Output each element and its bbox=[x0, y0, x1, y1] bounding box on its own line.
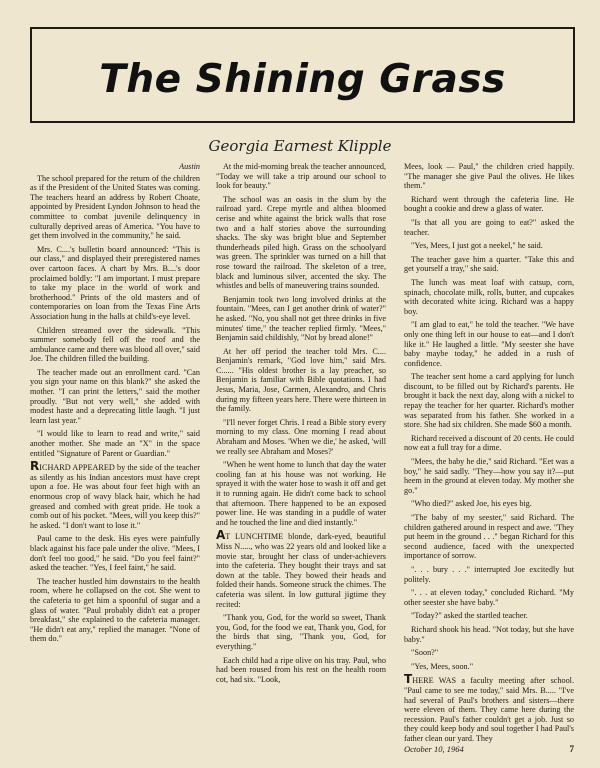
paragraph: "Mees, the baby he die," said Richard. "Eet was a boy," he said sadly. "They—how you say it?—put heem in the ground at eleven today. My mother she go." bbox=[404, 457, 574, 495]
paragraph bbox=[404, 672, 574, 743]
author-byline: Georgia Earnest Klipple bbox=[208, 137, 392, 155]
paragraph: "Yes, Mees, I just got a neekel," he said. bbox=[411, 241, 543, 251]
paragraph: Richard went through the cafeteria line. He bought a cookie and drew a glass of water. bbox=[404, 194, 574, 214]
paragraph: At her off period the teacher told Mrs. C.... Benjamin's remark, "God love him," said Mrs. C...... "His oldest brother is a lay preacher, so Benjamin is familiar with Bible quotations. I had Jesus, Maria, Jose, Carmen, Alexandro, and Chris during my fifteen years here. There were thirteen in the family. bbox=[216, 346, 386, 414]
paragraph: The teacher made out an enrollment card. "Can you sign your name on this blank?" she asked the mother. "I can print the letters," said the mother proudly. "But not very well," she added with modest haste and a deprecating little laugh. "I just learn last year." bbox=[30, 367, 200, 425]
issue-date: October 10, 1964 bbox=[404, 744, 464, 754]
article-title: The Shining Grass bbox=[99, 57, 506, 102]
paragraph-text: T LUNCHTIME blonde, dark-eyed, beautiful Miss N....., who was 22 years old and looked like a movie star, brought her class of under-achievers into the cafeteria. They bought their trays and sat down at the table. They bowed their heads and folded their hands. Someone struck the chimes. The cafeteria was silent. In low guttural jigtime they recited: bbox=[216, 532, 386, 609]
title-frame bbox=[30, 27, 575, 123]
text-column-1 bbox=[30, 162, 200, 648]
paragraph: Richard received a discount of 20 cents. He could now eat a full tray for a dime. bbox=[404, 433, 575, 453]
paragraph: The school was an oasis in the slum by the railroad yard. Crepe myrtle and althea bloomed cerise and white against the brick walls that rose two and a half stories above the surrounding shacks. The sky was bright blue and September thunderheads piled high. Grass on the schoolyard was green. The sprinkler was turned on a hill that rose toward the railroad. The skeleton of a tree, black and luminous silver, accented the sky. The whistles and bells of maneuvering trains sounded. bbox=[216, 194, 386, 291]
drop-cap: A bbox=[216, 528, 226, 543]
paragraph: "Who died?" asked Joe, his eyes big. bbox=[411, 499, 532, 509]
paragraph: "Is that all you are going to eat?" asked the teacher. bbox=[404, 217, 574, 237]
paragraph: "The baby of my seester," said Richard. The children gathered around in respect and awe. "They put heem in the ground . . ." began Richard for this second audience, faced with the unexpected importance of sorrow. bbox=[404, 513, 574, 561]
paragraph: Richard shook his head. "Not today, but she have baby." bbox=[404, 624, 574, 644]
page-footer bbox=[404, 744, 574, 754]
paragraph: ". . . bury . . ." interrupted Joe excitedly but politely. bbox=[404, 564, 574, 584]
drop-cap: R bbox=[30, 459, 40, 474]
paragraph: The teacher gave him a quarter. "Take this and get yourself a tray," she said. bbox=[404, 254, 574, 274]
dateline: Austin bbox=[179, 162, 200, 171]
drop-cap: T bbox=[404, 672, 413, 687]
paragraph: The school prepared for the return of the children as if the President of the United States was coming. The teachers heard an address by Robert Choate, appointed by President Lyndon Johnson to head the committee to combat juvenile delinquency in culturally deprived areas of America. "You have to get them involved in the community," he said. bbox=[30, 173, 200, 241]
paragraph: ". . . at eleven today," concluded Richard. "My other seester she have baby." bbox=[404, 588, 574, 607]
paragraph: The teacher hustled him downstairs to the health room, where he collapsed on the cot. She went to the cafeteria to get him a spoonful of sugar and a glass of water. "Paul probably didn't eat a proper breakfast," she explained to the cafeteria manager. "He didn't eat any," replied the manager. "None of them do." bbox=[30, 576, 200, 644]
paragraph: Mees, look — Paul," the children cried happily. "The manager she give Paul the olives. He likes them." bbox=[404, 162, 574, 191]
paragraph-text: ICHARD APPEARED by the side of the teacher as silently as his Indian ancestors must have crept upon a foe. He was about four feet high with an enormous crop of wavy black hair, which he had greased and combed with great pride. He took a comb out of his pocket. "Mees, will you keep this?" he asked. "I don't want to lose it." bbox=[30, 463, 200, 530]
paragraph: "I'll never forget Chris. I read a Bible story every morning to my class. One morning I read about Abraham and Moses. 'When we die,' he asked, 'will we really see Abraham and Moses?' bbox=[216, 417, 386, 456]
paragraph: The lunch was meat loaf with catsup, corn, spinach, chocolate milk, rolls, butter, and cupcakes with decorated white icing. Richard was a happy boy. bbox=[404, 277, 574, 316]
paragraph: "When he went home to lunch that day the water cooling fan at his house was not working. He sprayed it with the water hose to wash it off and get it to running again. He didn't come back to school that afternoon. There happened to be an exposed power line. He was standing in a puddle of water and he touched the line and died instantly." bbox=[216, 460, 386, 527]
paragraph: "I would like to learn to read and write," said another mother. She made an "X" in the space entitled "Signature of Parent or Guardian." bbox=[30, 429, 200, 458]
text-column-2 bbox=[216, 162, 386, 688]
paragraph: At the mid-morning break the teacher announced, "Today we will take a trip around our school to look for beauty." bbox=[216, 162, 387, 191]
paragraph: "Today?" asked the startled teacher. bbox=[411, 611, 528, 621]
paragraph: Benjamin took two long involved drinks at the fountain. "Mees, can I get another drink of water?" he asked. "No, you shall not get three drinks in five minutes' time," the teacher replied firmly. "Mees," Benjamin said childishly, "Not by bread alone!" bbox=[216, 294, 386, 343]
paragraph bbox=[30, 459, 200, 530]
paragraph: Each child had a ripe olive on his tray. Paul, who had been roused from his rest on the health room cot, had six. "Look, bbox=[216, 655, 386, 684]
text-column-3 bbox=[404, 162, 574, 747]
paragraph: Mrs. C....'s bulletin board announced: "This is our class," and displayed their preregistered names over cartoon faces. A chart by Mrs. B....'s door proclaimed boldly: "I am important. I must prepare to take my place in the world of work and brotherhood." Prints of the old masters and of contemporaries on loan from the Texas Fine Arts Association hung in the halls at child's-eye level. bbox=[30, 244, 200, 321]
paragraph: "Soon?" bbox=[411, 648, 439, 658]
paragraph: "I am glad to eat," he told the teacher. "We have only one thing left in our house to eat—and I don't like it." He laughed a little. "My seester she have baby maybe today," he added in a rush of confidence. bbox=[404, 320, 574, 368]
paragraph: The teacher sent home a card applying for lunch discount, to be filled out by Richard's parents. He brought it back the next day, along with a nickel to repay the teacher for her quarter. Richard's mother was separated from his father. She worked in a store. She had six children. She made $60 a month. bbox=[404, 372, 574, 430]
paragraph: "Yes, Mees, soon." bbox=[411, 661, 474, 671]
paragraph-text: HERE WAS a faculty meeting after school. "Paul came to see me today," said Mrs. B..... "I've had several of Paul's brothers and sisters—there were eleven of them. They came here during the recession. Paul's father couldn't get a job. Just so they could keep body and soul together I had Paul's father clean our yard. They bbox=[404, 676, 574, 743]
paragraph bbox=[216, 528, 386, 609]
prayer-verse: "Thank you, God, for the world so sweet, Thank you, God, for the food we eat, Thank you, God, for the birds that sing, "Thank you, God, for everything." bbox=[216, 613, 386, 651]
page-number: 7 bbox=[569, 744, 574, 754]
paragraph: Children streamed over the sidewalk. "This summer somebody fell off the roof and the ambulance came and there was blood all over," said Joe. The children filled the building. bbox=[30, 325, 200, 364]
paragraph: Paul came to the desk. His eyes were painfully black against his face pale under the olive. "Mees, I don't feel too good," he said. "Do you feel faint?" asked the teacher. "Yes, I feel faint," he said. bbox=[30, 534, 200, 573]
